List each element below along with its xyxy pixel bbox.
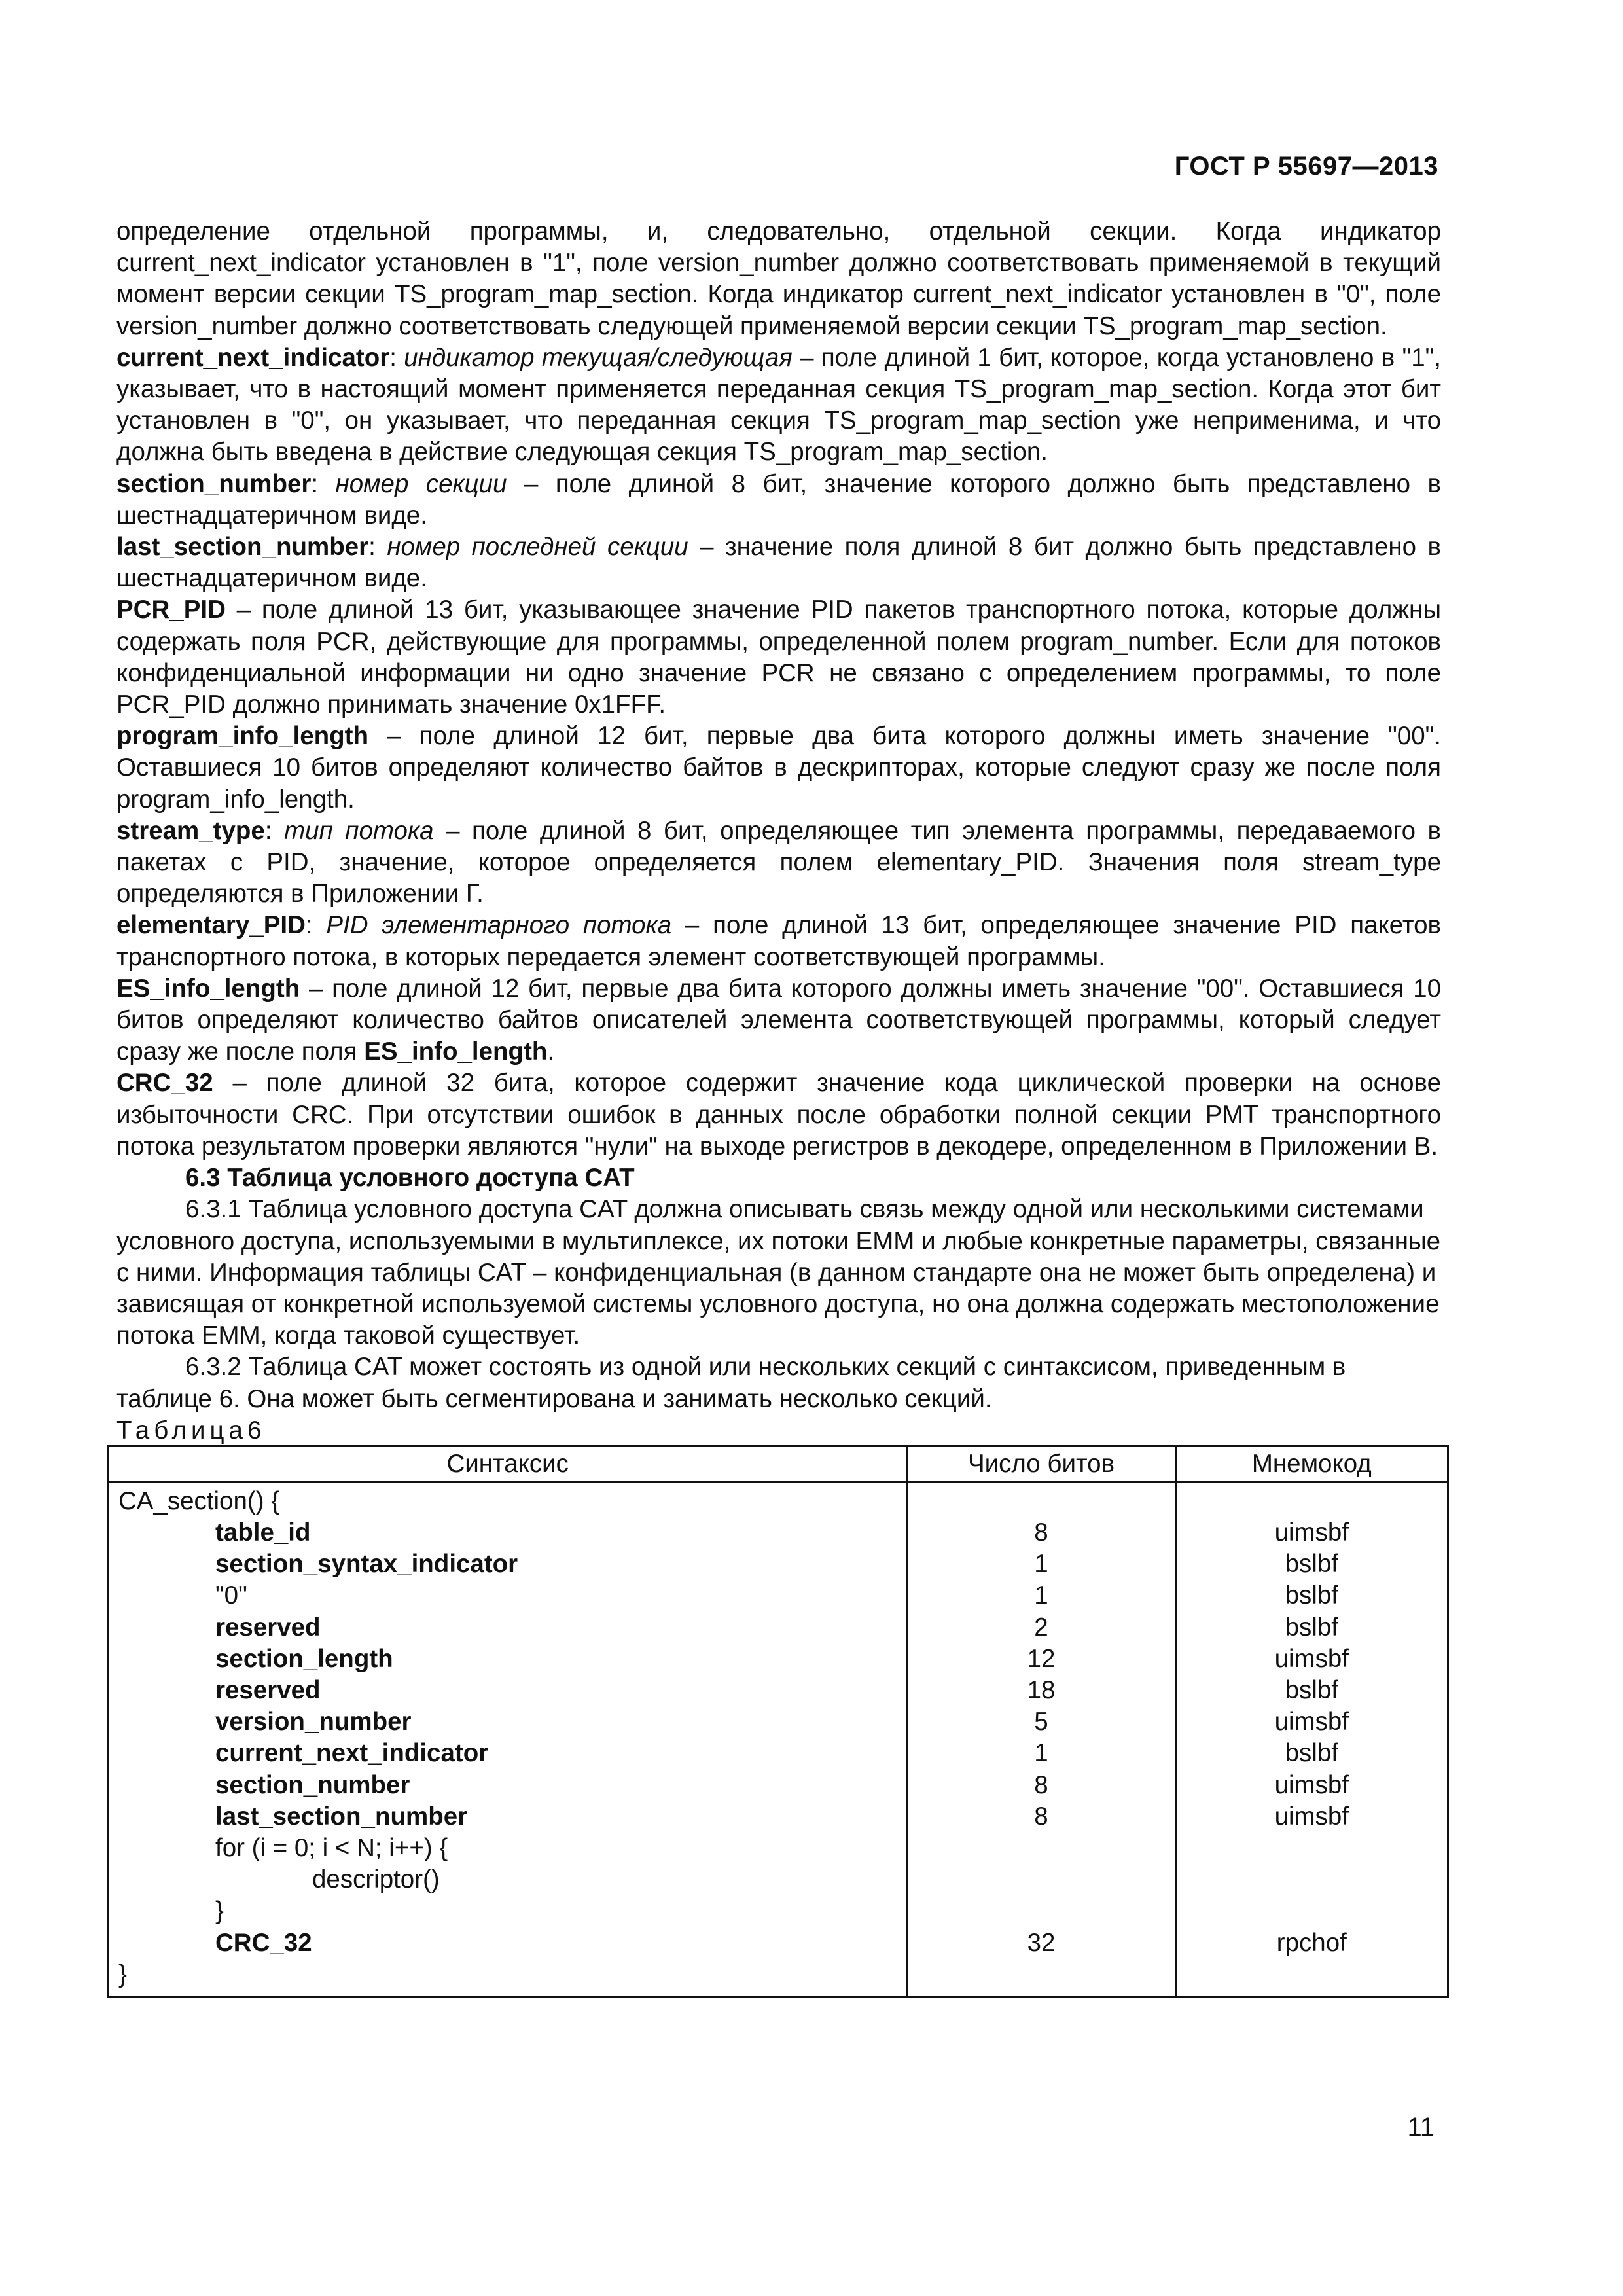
paragraph-6-3-2: 6.3.2 Таблица CAT может состоять из одной или нескольких секций с синтаксисом, приведенным в таблице 6. Она может быть сегментирована и занимать несколько секций. <box>116 1353 1346 1413</box>
syntax-text: last_section_number <box>215 1802 468 1831</box>
bits-cell <box>907 1482 1175 1517</box>
syntax-text: version_number <box>215 1708 412 1736</box>
syntax-text: CA_section() { <box>118 1486 280 1515</box>
syntax-cell <box>109 1706 907 1738</box>
mnemonic-cell: bslbf <box>1175 1549 1448 1580</box>
paragraph-section-number <box>116 469 1441 531</box>
table-header-row <box>109 1446 1448 1482</box>
paragraph-last-section-number <box>116 531 1441 594</box>
table-row <box>109 1864 1448 1895</box>
syntax-cell <box>109 1580 907 1611</box>
syntax-text: current_next_indicator <box>215 1739 489 1768</box>
bits-cell: 8 <box>907 1801 1175 1833</box>
table-row <box>109 1895 1448 1927</box>
table-row <box>109 1549 1448 1580</box>
table-row <box>109 1706 1448 1738</box>
syntax-text: table_id <box>215 1518 311 1547</box>
syntax-text: } <box>215 1897 224 1926</box>
mnemonic-cell <box>1175 1833 1448 1864</box>
paragraph-elementary-pid <box>116 910 1441 973</box>
table-row <box>109 1738 1448 1769</box>
term-description: тип потока <box>284 816 434 845</box>
table-row <box>109 1580 1448 1611</box>
syntax-cell <box>109 1864 907 1895</box>
section-heading: 6.3 Таблица условного доступа CAT <box>185 1164 635 1193</box>
document-header: ГОСТ Р 55697—2013 <box>1174 152 1438 181</box>
syntax-text: "0" <box>215 1581 247 1610</box>
term: section_number <box>116 469 312 498</box>
mnemonic-cell: uimsbf <box>1175 1706 1448 1738</box>
term: PCR_PID <box>116 596 226 624</box>
syntax-cell <box>109 1675 907 1706</box>
term: program_info_length <box>116 722 369 751</box>
paragraph-stream-type <box>116 816 1441 910</box>
mnemonic-cell: uimsbf <box>1175 1801 1448 1833</box>
table-row <box>109 1675 1448 1706</box>
bits-cell <box>907 1895 1175 1927</box>
mnemonic-cell <box>1175 1864 1448 1895</box>
paragraph-current-next-indicator <box>116 342 1441 469</box>
term-description: индикатор текущая/следующая <box>404 343 793 372</box>
syntax-cell <box>109 1482 907 1517</box>
mnemonic-cell: uimsbf <box>1175 1517 1448 1549</box>
syntax-cell <box>109 1959 907 1997</box>
paragraph-program-definition: определение отдельной программы, и, следовательно, отдельной секции. Когда индикатор current_next_indicator установлен в "1", поле version_number должно соответствовать применяемой в текущий момент версии секции TS_program_map_section. Когда индикатор current_next_indicator установлен в "0", поле version_number должно соответствовать следующей применяемой версии секции TS_program_map_section. <box>116 217 1441 340</box>
bits-cell: 32 <box>907 1928 1175 1959</box>
mnemonic-cell <box>1175 1959 1448 1997</box>
syntax-cell <box>109 1928 907 1959</box>
syntax-text: section_syntax_indicator <box>215 1550 518 1579</box>
page-number: 11 <box>1407 2113 1435 2142</box>
syntax-cell <box>109 1801 907 1833</box>
paragraph-6-3-1: 6.3.1 Таблица условного доступа CAT должна описывать связь между одной или несколькими системами условного доступа, используемыми в мультиплексе, их потоки EMM и любые конкретные параметры, связанные с ними. Информация таблицы CAT – конфиденциальная (в данном стандарте она не может быть определена) и зависящая от конкретной используемой системы условного доступа, но она должна содержать местоположение потока EMM, когда таковой существует. <box>116 1195 1441 1350</box>
paragraph-pcr-pid <box>116 594 1441 721</box>
table-row <box>109 1928 1448 1959</box>
paragraph-crc32 <box>116 1067 1441 1162</box>
term-description: номер последней секции <box>387 533 688 562</box>
syntax-text: section_number <box>215 1770 410 1799</box>
separator: : <box>389 343 404 372</box>
mnemonic-cell: bslbf <box>1175 1738 1448 1769</box>
bits-cell: 1 <box>907 1549 1175 1580</box>
table-row <box>109 1833 1448 1864</box>
table-row <box>109 1770 1448 1801</box>
definition: – поле длиной 1 бит, которое, когда установлено в "1", указывает, что в настоящий момент применяется переданная секция TS_program_map_section. Когда этот бит установлен в "0", он указывает, что переданная секция TS_program_map_section уже неприменима, и что должна быть введена в действие следующая секция TS_program_map_section. <box>116 343 1441 467</box>
mnemonic-cell: bslbf <box>1175 1612 1448 1643</box>
syntax-cell <box>109 1833 907 1864</box>
mnemonic-cell: bslbf <box>1175 1580 1448 1611</box>
bits-cell: 1 <box>907 1738 1175 1769</box>
table-row <box>109 1612 1448 1643</box>
definition: – поле длиной 8 бит, определяющее тип элемента программы, передаваемого в пакетах с PID, значение, которое определяется полем elementary_PID. Значения поля stream_type определяются в Приложении Г. <box>116 816 1441 908</box>
paragraph-program-info-length <box>116 721 1441 816</box>
bits-cell: 12 <box>907 1643 1175 1675</box>
term-description: PID элементарного потока <box>326 911 672 940</box>
term: elementary_PID <box>116 911 306 940</box>
syntax-text: } <box>118 1960 127 1988</box>
term: last_section_number <box>116 533 369 562</box>
syntax-text: reserved <box>215 1676 321 1704</box>
definition: – поле длиной 13 бит, указывающее значение PID пакетов транспортного потока, которые должны содержать поля PCR, действующие для программы, определенной полем program_number. Если для потоков конфиденциальной информации ни одно значение PCR не связано с определением программы, то поле PCR_PID должно принимать значение 0x1FFF. <box>116 596 1441 719</box>
mnemonic-cell <box>1175 1482 1448 1517</box>
syntax-text: CRC_32 <box>215 1928 312 1957</box>
syntax-cell <box>109 1895 907 1927</box>
mnemonic-cell: rpchof <box>1175 1928 1448 1959</box>
syntax-cell <box>109 1517 907 1549</box>
bits-cell: 8 <box>907 1770 1175 1801</box>
definition: – поле длиной 12 бит, первые два бита которого должны иметь значение "00". Оставшиеся 10 битов определяют количество байтов описателей элемента соответствующей программы, который следует сразу же после поля <box>116 974 1441 1066</box>
syntax-text: for (i = 0; i < N; i++) { <box>215 1833 448 1862</box>
page-content <box>116 216 1441 1998</box>
header-syntax: Синтаксис <box>109 1446 907 1482</box>
syntax-cell <box>109 1770 907 1801</box>
bits-cell <box>907 1959 1175 1997</box>
bits-cell: 2 <box>907 1612 1175 1643</box>
term: current_next_indicator <box>116 343 390 372</box>
syntax-text: descriptor() <box>312 1865 440 1894</box>
syntax-cell <box>109 1738 907 1769</box>
table-row <box>109 1959 1448 1997</box>
definition: – поле длиной 13 бит, определяющее значение PID пакетов транспортного потока, в которых передается элемент соответствующей программы. <box>116 911 1441 971</box>
definition: – поле длиной 12 бит, первые два бита которого должны иметь значение "00". Оставшиеся 10 битов определяют количество байтов в дескрипторах, которые следуют сразу же после поля program_info_length. <box>116 722 1441 814</box>
header-mnemonic: Мнемокод <box>1175 1446 1448 1482</box>
mnemonic-cell <box>1175 1895 1448 1927</box>
term-description: номер секции <box>335 469 507 498</box>
table-row <box>109 1517 1448 1549</box>
paragraph-es-info-length <box>116 973 1441 1068</box>
bits-cell: 1 <box>907 1580 1175 1611</box>
mnemonic-cell: uimsbf <box>1175 1770 1448 1801</box>
term: stream_type <box>116 816 265 845</box>
table-row <box>109 1801 1448 1833</box>
definition: – поле длиной 8 бит, значение которого должно быть представлено в шестнадцатеричном виде. <box>116 469 1441 529</box>
definition: – поле длиной 32 бита, которое содержит значение кода циклической проверки на основе избыточности CRC. При отсутствии ошибок в данных после обработки полной секции PMT транспортного потока результатом проверки являются "нули" на выходе регистров в декодере, определенном в Приложении В. <box>116 1069 1441 1160</box>
period: . <box>547 1037 555 1066</box>
bits-cell <box>907 1833 1175 1864</box>
separator: : <box>311 469 336 498</box>
ca-section-syntax-table <box>107 1445 1449 1998</box>
mnemonic-cell: uimsbf <box>1175 1643 1448 1675</box>
syntax-text: reserved <box>215 1613 321 1641</box>
separator: : <box>368 533 387 562</box>
definition: – значение поля длиной 8 бит должно быть представлено в шестнадцатеричном виде. <box>116 533 1441 593</box>
table-row <box>109 1643 1448 1675</box>
syntax-cell <box>109 1643 907 1675</box>
syntax-cell <box>109 1549 907 1580</box>
term: CRC_32 <box>116 1069 213 1098</box>
mnemonic-cell: bslbf <box>1175 1675 1448 1706</box>
bits-cell: 18 <box>907 1675 1175 1706</box>
header-bits: Число битов <box>907 1446 1175 1482</box>
table-caption: Таблица6 <box>116 1416 266 1444</box>
separator: : <box>264 816 285 845</box>
syntax-text: section_length <box>215 1644 393 1673</box>
term: ES_info_length <box>116 974 300 1003</box>
bits-cell: 5 <box>907 1706 1175 1738</box>
syntax-cell <box>109 1612 907 1643</box>
bits-cell: 8 <box>907 1517 1175 1549</box>
table-row <box>109 1482 1448 1517</box>
separator: : <box>305 911 327 940</box>
term-reference: ES_info_length <box>364 1037 548 1066</box>
bits-cell <box>907 1864 1175 1895</box>
